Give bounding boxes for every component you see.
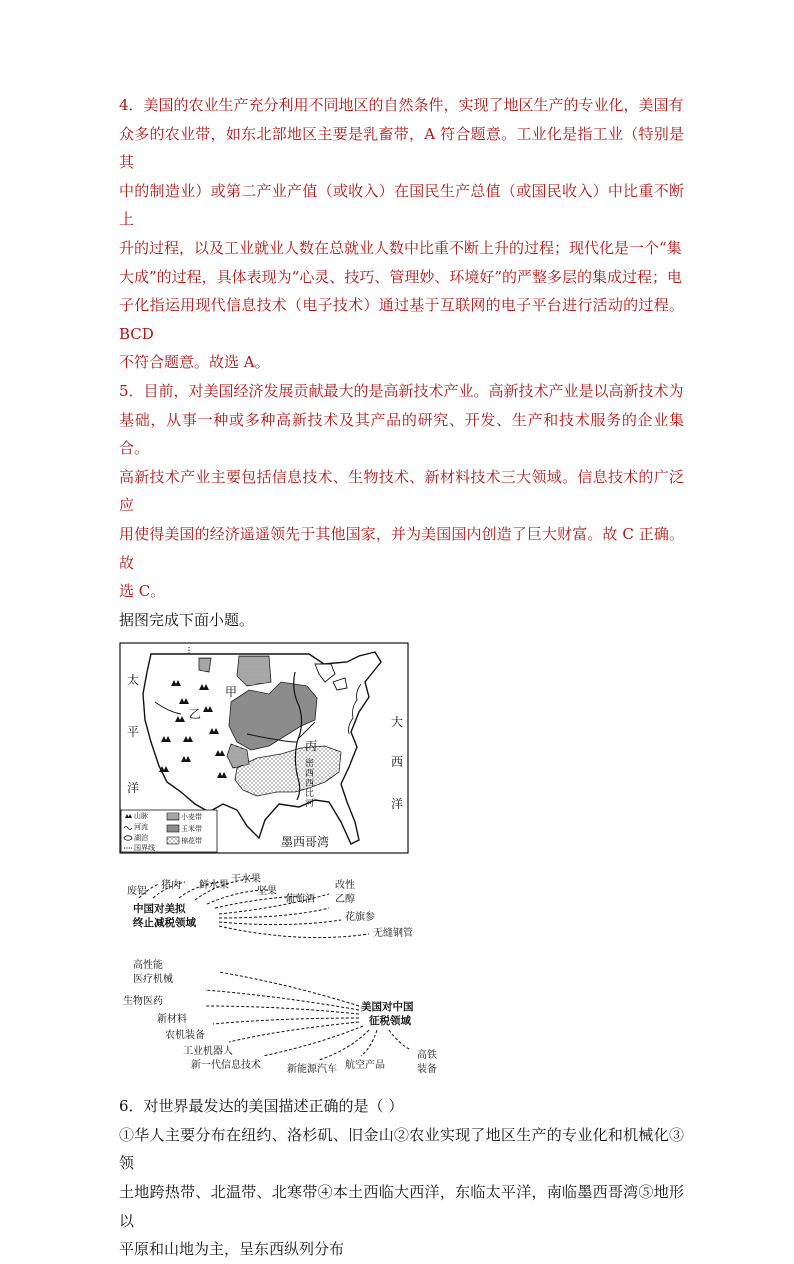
- river-label: 河: [305, 798, 315, 809]
- answer-line: 基础，从事一种或多种高新技术及其产品的研究、开发、生产和技术服务的企业集合。: [119, 410, 684, 458]
- ocean-label-right: 西: [391, 755, 404, 770]
- lake-icon: [124, 836, 132, 840]
- region-label-jia: 甲: [225, 685, 238, 700]
- china-item: 干水果: [231, 874, 261, 886]
- us-item: 高铁: [417, 1050, 437, 1062]
- option-line: 平原和山地为主，呈东西纵列分布: [119, 1240, 345, 1259]
- wheat-belt-north: [237, 656, 271, 686]
- connector-line: [263, 1026, 363, 1056]
- connector-line: [219, 920, 341, 925]
- answer-line: 中的制造业）或第二产业产值（或收入）在国民生产总值（或国民收入）中比重不断上: [119, 181, 684, 229]
- connector-line: [219, 908, 329, 918]
- svg-text:湖泊: 湖泊: [134, 835, 148, 843]
- ocean-label-left: 洋: [127, 781, 140, 796]
- gulf-label: 墨西哥湾: [281, 835, 330, 850]
- china-item: 葡萄酒: [285, 894, 315, 906]
- us-item: 新一代信息技术: [191, 1060, 261, 1072]
- connector-line: [229, 1022, 359, 1042]
- connector-line: [389, 1030, 411, 1050]
- connector-line: [219, 972, 359, 1006]
- us-item: 工业机器人: [183, 1046, 233, 1058]
- region-label-yi: 乙: [189, 707, 202, 722]
- answer-line: 子化指运用现代信息技术（电子技术）通过基于互联网的电子平台进行活动的过程。BCD: [119, 296, 684, 343]
- answer-line: 大成”的过程，具体表现为“心灵、技巧、管理妙、环境好”的严整多层的集成过程；电: [119, 267, 683, 286]
- china-item: 花旗参: [345, 912, 375, 924]
- svg-text:棉花带: 棉花带: [181, 838, 202, 846]
- tariff-diagram: [119, 874, 449, 1084]
- connector-line: [205, 990, 359, 1010]
- us-hub-label: 征税领域: [369, 1015, 411, 1028]
- us-item: 航空产品: [345, 1060, 385, 1072]
- answer-q4: [119, 91, 684, 377]
- ocean-label-right: 大: [391, 715, 404, 730]
- section-intro: 据图完成下面小题。: [119, 610, 255, 629]
- connector-line: [219, 926, 369, 938]
- svg-text:玉米带: 玉米带: [181, 826, 202, 834]
- region-label-bing: 丙: [305, 739, 318, 754]
- china-item: 废铝: [127, 886, 147, 898]
- river-label: 西: [305, 768, 315, 779]
- svg-text:国界线: 国界线: [134, 845, 155, 853]
- map-legend: [121, 810, 217, 852]
- connector-line: [361, 1030, 377, 1056]
- china-item: 乙醇: [335, 894, 355, 906]
- page-content: [119, 91, 684, 1264]
- river-label: 密: [305, 758, 315, 769]
- wheat-swatch: [167, 813, 179, 820]
- china-item: 坚果: [257, 886, 277, 898]
- china-item: 无缝钢管: [373, 928, 413, 940]
- us-item: 生物医药: [123, 996, 163, 1008]
- wheat-belt-west: [199, 658, 211, 672]
- china-item: 改性: [335, 880, 355, 892]
- river-label: 比: [305, 788, 315, 799]
- river-label: 西: [305, 778, 315, 789]
- answer-line: 选 C。: [119, 582, 166, 601]
- us-item: 农机装备: [165, 1030, 205, 1042]
- china-item: 猪肉: [161, 880, 181, 892]
- answer-line: 高新技术产业主要包括信息技术、生物技术、新材料技术三大领域。信息技术的广泛应: [119, 467, 684, 515]
- svg-text:山脉: 山脉: [134, 813, 148, 821]
- china-hub-label: 中国对美拟: [133, 903, 186, 916]
- svg-text:小麦带: 小麦带: [181, 814, 202, 822]
- answer-line: 众多的农业带，如东北部地区主要是乳畜带，A 符合题意。工业化是指工业（特别是其: [119, 124, 684, 172]
- question-6: [119, 1092, 684, 1264]
- usa-agriculture-map: [119, 642, 409, 870]
- us-item: 装备: [417, 1064, 437, 1076]
- ocean-label-right: 洋: [391, 797, 404, 812]
- svg-text:河流: 河流: [134, 824, 148, 832]
- cotton-swatch: [167, 837, 179, 844]
- answer-line: 用使得美国的经济遥遥领先于其他国家，并为美国国内创造了巨大财富。故 C 正确。故: [119, 524, 684, 572]
- ocean-label-left: 太: [127, 673, 140, 688]
- connector-line: [205, 1006, 359, 1014]
- us-item: 新能源汽车: [287, 1064, 337, 1076]
- china-item: 鲜水果: [199, 880, 229, 892]
- answer-line: 升的过程，以及工业就业人数在总就业人数中比重不断上升的过程；现代化是一个“集: [119, 238, 682, 257]
- answer-line: 5．目前，对美国经济发展贡献最大的是高新技术产业。高新技术产业是以高新技术为: [119, 381, 684, 400]
- answer-q5: [119, 377, 684, 606]
- option-line: ①华人主要分布在纽约、洛杉矶、旧金山②农业实现了地区生产的专业化和机械化③领: [119, 1125, 684, 1173]
- corn-swatch: [167, 825, 179, 832]
- ocean-label-left: 平: [127, 725, 140, 740]
- connector-line: [213, 1018, 359, 1024]
- option-line: 土地跨热带、北温带、北寒带④本土西临大西洋，东临太平洋，南临墨西哥湾⑤地形以: [119, 1183, 684, 1230]
- us-item: 医疗机械: [133, 974, 173, 986]
- us-item: 新材料: [157, 1014, 187, 1026]
- us-item: 高性能: [133, 960, 163, 972]
- answer-line: 不符合题意。故选 A。: [119, 353, 270, 372]
- us-hub-label: 美国对中国: [361, 1001, 414, 1014]
- question-stem: 6．对世界最发达的美国描述正确的是（ ）: [119, 1097, 404, 1116]
- china-hub-label: 终止减税领域: [133, 917, 196, 930]
- answer-line: 4．美国的农业生产充分利用不同地区的自然条件，实现了地区生产的专业化，美国有: [119, 96, 684, 114]
